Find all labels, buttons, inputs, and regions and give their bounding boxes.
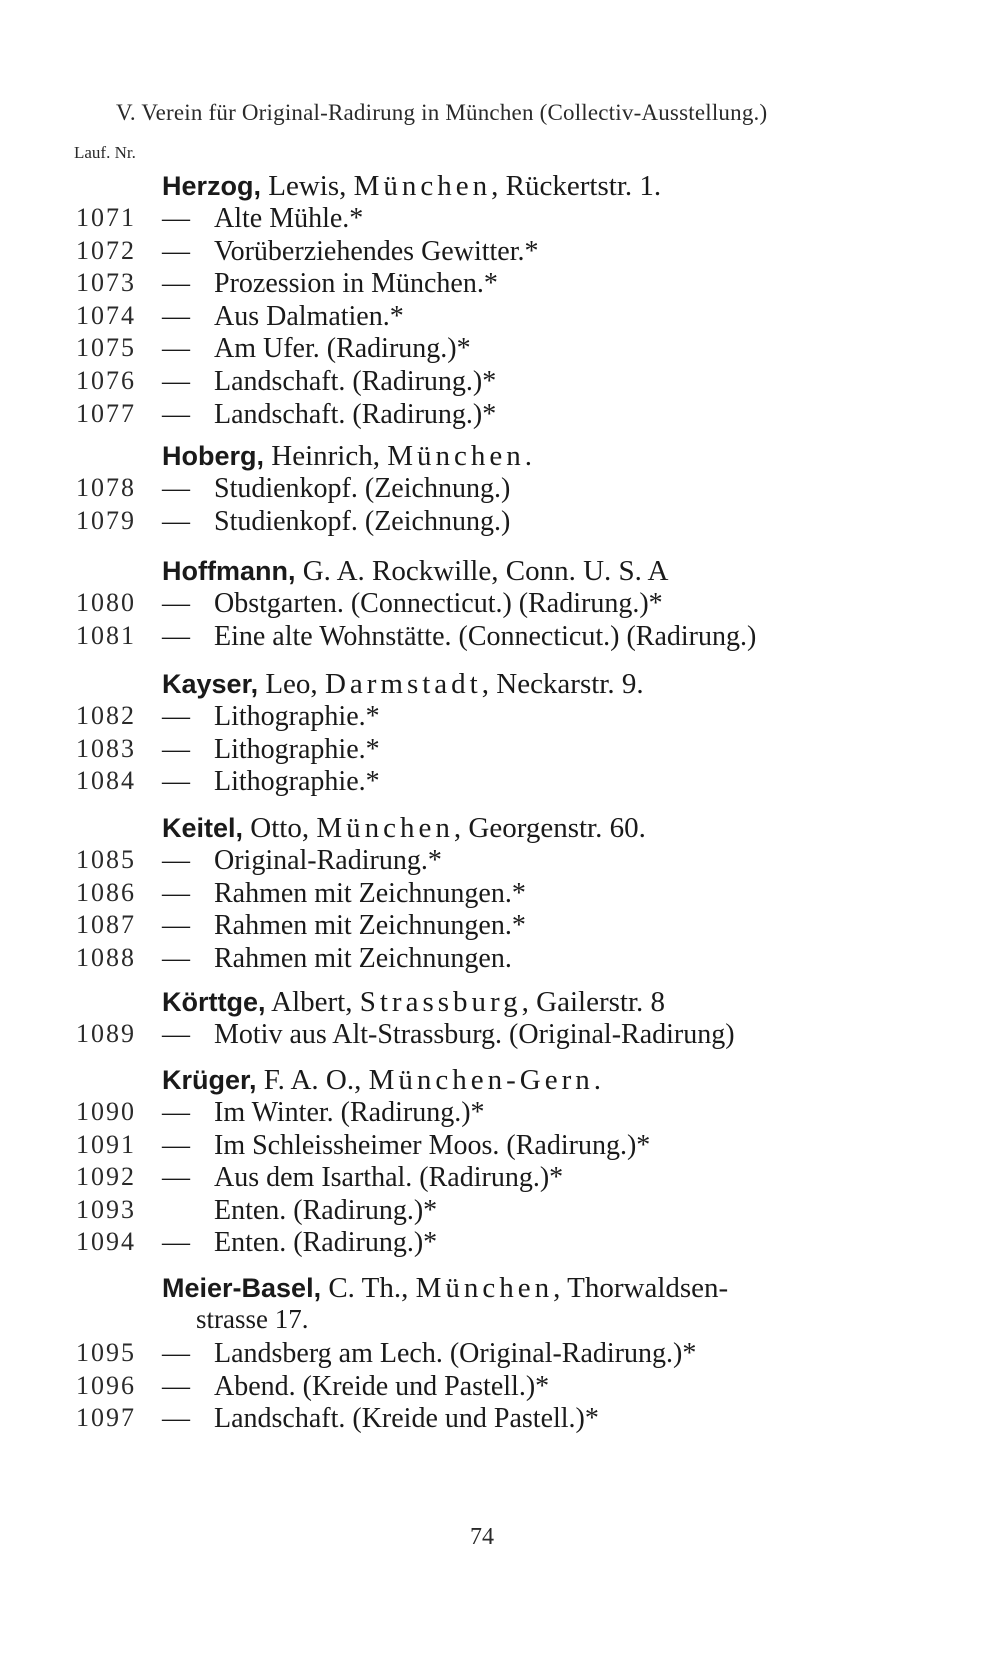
entry-title: Im Schleissheimer Moos. (Radirung.)*: [214, 1129, 651, 1161]
entry-title: Obstgarten. (Connecticut.) (Radirung.)*: [214, 588, 663, 619]
artist-details: F. A. O.,: [256, 1064, 369, 1096]
entry-number: 1074: [76, 300, 136, 330]
artist-details: Albert,: [265, 986, 360, 1018]
artist-name: Meier-Basel,: [162, 1273, 322, 1303]
catalog-entry: [0, 268, 1000, 302]
artist-details: C. Th.,: [321, 1272, 416, 1304]
entry-dash: —: [162, 910, 190, 942]
entry-dash: —: [162, 398, 190, 430]
catalog-entry: [0, 621, 1000, 655]
entry-dash: —: [162, 333, 190, 365]
catalog-entry: [0, 1371, 1000, 1405]
entry-number: 1086: [76, 877, 136, 907]
catalog-entry: [0, 506, 1000, 540]
entry-number: 1090: [76, 1097, 136, 1126]
entry-number: 1093: [76, 1194, 136, 1224]
entry-dash: —: [162, 300, 190, 332]
artist-city: München: [353, 170, 492, 202]
entry-dash: —: [162, 877, 190, 909]
entry-number: 1071: [76, 203, 136, 232]
catalog-entry: [0, 366, 1000, 400]
page-number: 74: [470, 1524, 494, 1550]
entry-title: Am Ufer. (Radirung.)*: [214, 333, 471, 365]
entry-number: 1096: [76, 1370, 136, 1400]
entry-dash: —: [162, 203, 190, 234]
entry-number: 1089: [76, 1019, 136, 1048]
artist-heading: [162, 668, 644, 701]
entry-dash: —: [162, 235, 190, 267]
artist-heading: [162, 170, 661, 203]
entry-dash: —: [162, 588, 190, 619]
catalog-entry: [0, 1019, 1000, 1053]
catalog-entry: [0, 1195, 1000, 1229]
entry-dash: —: [162, 1097, 190, 1128]
catalog-entry: [0, 333, 1000, 367]
artist-heading: [162, 1064, 605, 1097]
catalog-entry: [0, 734, 1000, 768]
catalog-entry: [0, 943, 1000, 977]
entry-dash: —: [162, 1162, 190, 1194]
running-header: V. Verein für Original-Radirung in München (Collectiv-Ausstellung.): [116, 100, 768, 125]
artist-city: München: [415, 1272, 554, 1304]
entry-number: 1083: [76, 733, 136, 763]
artist-address: , Neckarstr. 9.: [481, 668, 644, 700]
entry-number: 1084: [76, 766, 136, 796]
catalog-entry: [0, 845, 1000, 879]
entry-number: 1080: [76, 588, 136, 617]
entry-title: Enten. (Radirung.)*: [214, 1227, 438, 1259]
entry-dash: —: [162, 1338, 190, 1369]
entry-number: 1076: [76, 366, 136, 395]
entry-dash: —: [162, 733, 190, 765]
entry-dash: —: [162, 473, 190, 504]
entry-number: 1073: [76, 268, 136, 298]
entry-title: Rahmen mit Zeichnungen.: [214, 942, 512, 974]
entry-number: 1088: [76, 942, 136, 972]
artist-details: Otto,: [243, 812, 317, 844]
entry-number: 1092: [76, 1162, 136, 1192]
entry-title: Landschaft. (Radirung.)*: [214, 366, 497, 397]
catalog-entry: [0, 1403, 1000, 1437]
entry-number: 1097: [76, 1403, 136, 1433]
artist-name: Keitel,: [162, 813, 244, 843]
entry-title: Rahmen mit Zeichnungen.*: [214, 910, 526, 942]
artist-details: Leo,: [258, 668, 325, 700]
entry-title: Vorüberziehendes Gewitter.*: [214, 235, 539, 267]
artist-name: Hoberg,: [162, 441, 265, 471]
entry-title: Original-Radirung.*: [214, 845, 442, 876]
catalog-entry: [0, 236, 1000, 270]
entry-title: Prozession in München.*: [214, 268, 498, 300]
entry-title: Lithographie.*: [214, 701, 380, 732]
entry-number: 1072: [76, 235, 136, 265]
entry-title: Landsberg am Lech. (Original-Radirung.)*: [214, 1338, 697, 1369]
artist-name: Körttge,: [162, 987, 266, 1017]
artist-name: Hoffmann,: [162, 556, 296, 586]
lauf-nr-label: Lauf. Nr.: [74, 143, 136, 162]
catalog-entry: [0, 301, 1000, 335]
entry-dash: —: [162, 268, 190, 300]
artist-name: Kayser,: [162, 669, 259, 699]
entry-title: Alte Mühle.*: [214, 203, 364, 234]
artist-city: München-Gern.: [368, 1064, 606, 1096]
entry-number: 1091: [76, 1129, 136, 1159]
catalog-entry: [0, 1227, 1000, 1261]
entry-number: 1081: [76, 620, 136, 650]
artist-details: Lewis,: [261, 170, 354, 202]
entry-title: Abend. (Kreide und Pastell.)*: [214, 1370, 550, 1402]
entry-title: Enten. (Radirung.)*: [214, 1194, 438, 1226]
artist-city: Strassburg: [359, 986, 522, 1018]
entry-number: 1075: [76, 333, 136, 363]
entry-number: 1085: [76, 845, 136, 874]
catalog-entry: [0, 588, 1000, 622]
entry-dash: —: [162, 766, 190, 798]
catalog-entry: [0, 1097, 1000, 1131]
artist-address: , Gailerstr. 8: [521, 986, 666, 1018]
entry-title: Lithographie.*: [214, 766, 380, 798]
artist-address: , Rückertstr. 1.: [491, 170, 662, 202]
entry-title: Im Winter. (Radirung.)*: [214, 1097, 485, 1128]
catalog-entry: [0, 399, 1000, 433]
catalog-entry: [0, 1338, 1000, 1372]
entry-title: Aus dem Isarthal. (Radirung.)*: [214, 1162, 564, 1194]
entry-dash: —: [162, 620, 190, 652]
catalog-entry: [0, 203, 1000, 237]
entry-number: 1095: [76, 1338, 136, 1367]
entry-number: 1078: [76, 473, 136, 502]
catalog-entry: [0, 1130, 1000, 1164]
entry-title: Landschaft. (Kreide und Pastell.)*: [214, 1403, 599, 1435]
entry-dash: —: [162, 1370, 190, 1402]
entry-title: Lithographie.*: [214, 733, 380, 765]
artist-name: Krüger,: [162, 1065, 257, 1095]
artist-city: Darmstadt: [324, 668, 482, 700]
entry-dash: —: [162, 1019, 190, 1050]
entry-title: Eine alte Wohnstätte. (Connecticut.) (Radirung.): [214, 620, 757, 652]
artist-heading: [162, 812, 646, 845]
catalog-entry: [0, 701, 1000, 735]
entry-title: Motiv aus Alt-Strassburg. (Original-Radirung): [214, 1019, 735, 1050]
artist-name: Herzog,: [162, 171, 262, 201]
artist-heading: [162, 1272, 728, 1305]
artist-heading: [162, 986, 665, 1019]
entry-title: Rahmen mit Zeichnungen.*: [214, 877, 526, 909]
entry-dash: —: [162, 845, 190, 876]
catalog-entry: [0, 766, 1000, 800]
entry-dash: —: [162, 1129, 190, 1161]
artist-address: , Georgenstr. 60.: [453, 812, 646, 844]
artist-heading: [162, 440, 536, 473]
catalog-entry: [0, 910, 1000, 944]
entry-dash: —: [162, 1227, 190, 1259]
artist-city: München: [316, 812, 454, 844]
entry-dash: —: [162, 366, 190, 397]
entry-dash: —: [162, 1403, 190, 1435]
entry-title: Studienkopf. (Zeichnung.): [214, 505, 511, 537]
catalog-entry: [0, 1162, 1000, 1196]
entry-title: Aus Dalmatien.*: [214, 300, 404, 332]
artist-city: München.: [387, 440, 537, 472]
artist-address-continuation: strasse 17.: [196, 1304, 309, 1334]
entry-dash: —: [162, 942, 190, 974]
artist-address: , Thorwaldsen-: [553, 1272, 729, 1304]
entry-number: 1087: [76, 910, 136, 940]
artist-details: G. A. Rockwille, Conn. U. S. A: [295, 555, 669, 587]
entry-dash: —: [162, 505, 190, 537]
artist-details: Heinrich,: [264, 440, 388, 472]
entry-number: 1082: [76, 701, 136, 730]
catalog-entry: [0, 878, 1000, 912]
entry-title: Landschaft. (Radirung.)*: [214, 398, 497, 430]
artist-heading: [162, 555, 668, 588]
entry-number: 1094: [76, 1227, 136, 1257]
entry-dash: —: [162, 701, 190, 732]
entry-number: 1077: [76, 398, 136, 428]
catalog-entry: [0, 473, 1000, 507]
entry-title: Studienkopf. (Zeichnung.): [214, 473, 511, 504]
entry-number: 1079: [76, 505, 136, 535]
